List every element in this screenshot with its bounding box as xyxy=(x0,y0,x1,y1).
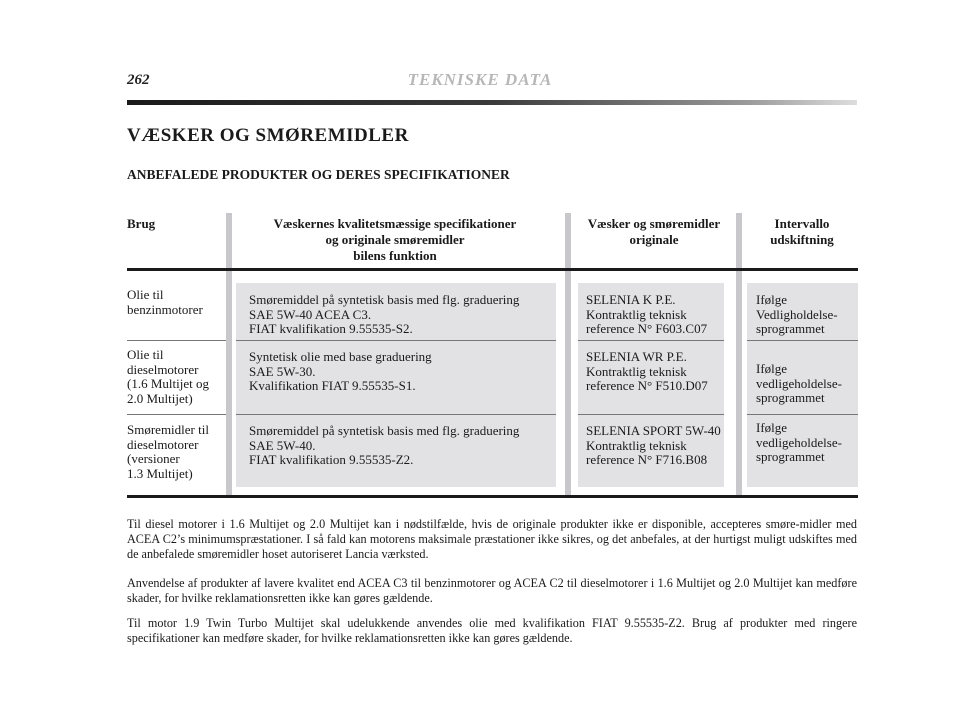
page-subtitle: ANBEFALEDE PRODUKTER OG DERES SPECIFIKATIONER xyxy=(127,167,510,182)
column-header-interval: Intervallo udskiftning xyxy=(770,216,834,247)
table-row-3-spec: Smøremiddel på syntetisk basis med flg. graduering SAE 5W-40. FIAT kvalifikation 9.55535-Z2. xyxy=(249,423,520,467)
row-divider xyxy=(747,414,858,415)
row-divider xyxy=(127,340,226,341)
table-row-3-interval: Ifølge vedligeholdelse- sprogrammet xyxy=(756,420,842,464)
row-divider xyxy=(578,414,724,415)
table-row-1-vaesker: SELENIA K P.E. Kontraktlig teknisk reference N° F603.C07 xyxy=(586,292,708,336)
column-header-brug: Brug xyxy=(127,216,156,231)
table-header-rule xyxy=(127,268,858,271)
table-row-2-brug: Olie til dieselmotorer (1.6 Multijet og 2.0 Multijet) xyxy=(127,347,209,406)
column-header-vaesker: Væsker og smøremidler originale xyxy=(587,216,721,247)
table-bottom-rule xyxy=(127,495,858,498)
column-divider xyxy=(226,213,232,498)
column-divider xyxy=(565,213,571,498)
page-title: VÆSKER OG SMØREMIDLER xyxy=(127,125,409,146)
row-divider xyxy=(236,340,556,341)
paragraph-1: Til diesel motorer i 1.6 Multijet og 2.0 Multijet kan i nødstilfælde, hvis de originale produkter ikke er disponible, accepteres smøre-midler med ACEA C2’s minimumspræstationer. I så fald kan motorens maksimale præstationer ikke sikres, og det anbefales, at der hurtigst muligt udskiftes med de anbefalede smøremidler hoset autoriseret Lancia værksted. xyxy=(127,517,857,561)
table-row-3-vaesker: SELENIA SPORT 5W-40 Kontraktlig teknisk reference N° F716.B08 xyxy=(586,423,721,467)
column-divider xyxy=(736,213,742,498)
table-row-1-brug: Olie til benzinmotorer xyxy=(127,287,203,317)
table-row-2-interval: Ifølge vedligeholdelse- sprogrammet xyxy=(756,361,842,405)
paragraph-2: Anvendelse af produkter af lavere kvalitet end ACEA C3 til benzinmotorer og ACEA C2 til dieselmotorer i 1.6 Multijet og 2.0 Multijet kan medføre skader, for hvilke reklamationsretten ikke kan gøres gældende. xyxy=(127,576,857,605)
row-divider xyxy=(747,340,858,341)
paragraph-3: Til motor 1.9 Twin Turbo Multijet skal udelukkende anvendes olie med kvalifikation FIAT 9.55535-Z2. Brug af produkter med ringere specifikationer kan medføre skader, for hvilke reklamationsretten ikke kan gøres gældende. xyxy=(127,616,857,645)
section-title: TEKNISKE DATA xyxy=(407,70,553,89)
row-divider xyxy=(127,414,226,415)
row-divider xyxy=(236,414,556,415)
table-row-2-spec: Syntetisk olie med base graduering SAE 5W-30. Kvalifikation FIAT 9.55535-S1. xyxy=(249,349,432,393)
table-row-1-spec: Smøremiddel på syntetisk basis med flg. graduering SAE 5W-40 ACEA C3. FIAT kvalifikation 9.55535-S2. xyxy=(249,292,520,336)
column-header-spec: Væskernes kvalitetsmæssige specifikationer og originale smøremidler bilens funktion xyxy=(273,216,517,263)
header-rule xyxy=(127,100,857,105)
row-divider xyxy=(578,340,724,341)
page-number: 262 xyxy=(127,72,150,88)
table-row-1-interval: Ifølge Vedligholdelse- sprogrammet xyxy=(756,292,838,336)
table-row-2-vaesker: SELENIA WR P.E. Kontraktlig teknisk reference N° F510.D07 xyxy=(586,349,708,393)
table-row-3-brug: Smøremidler til dieselmotorer (versioner 1.3 Multijet) xyxy=(127,422,209,481)
